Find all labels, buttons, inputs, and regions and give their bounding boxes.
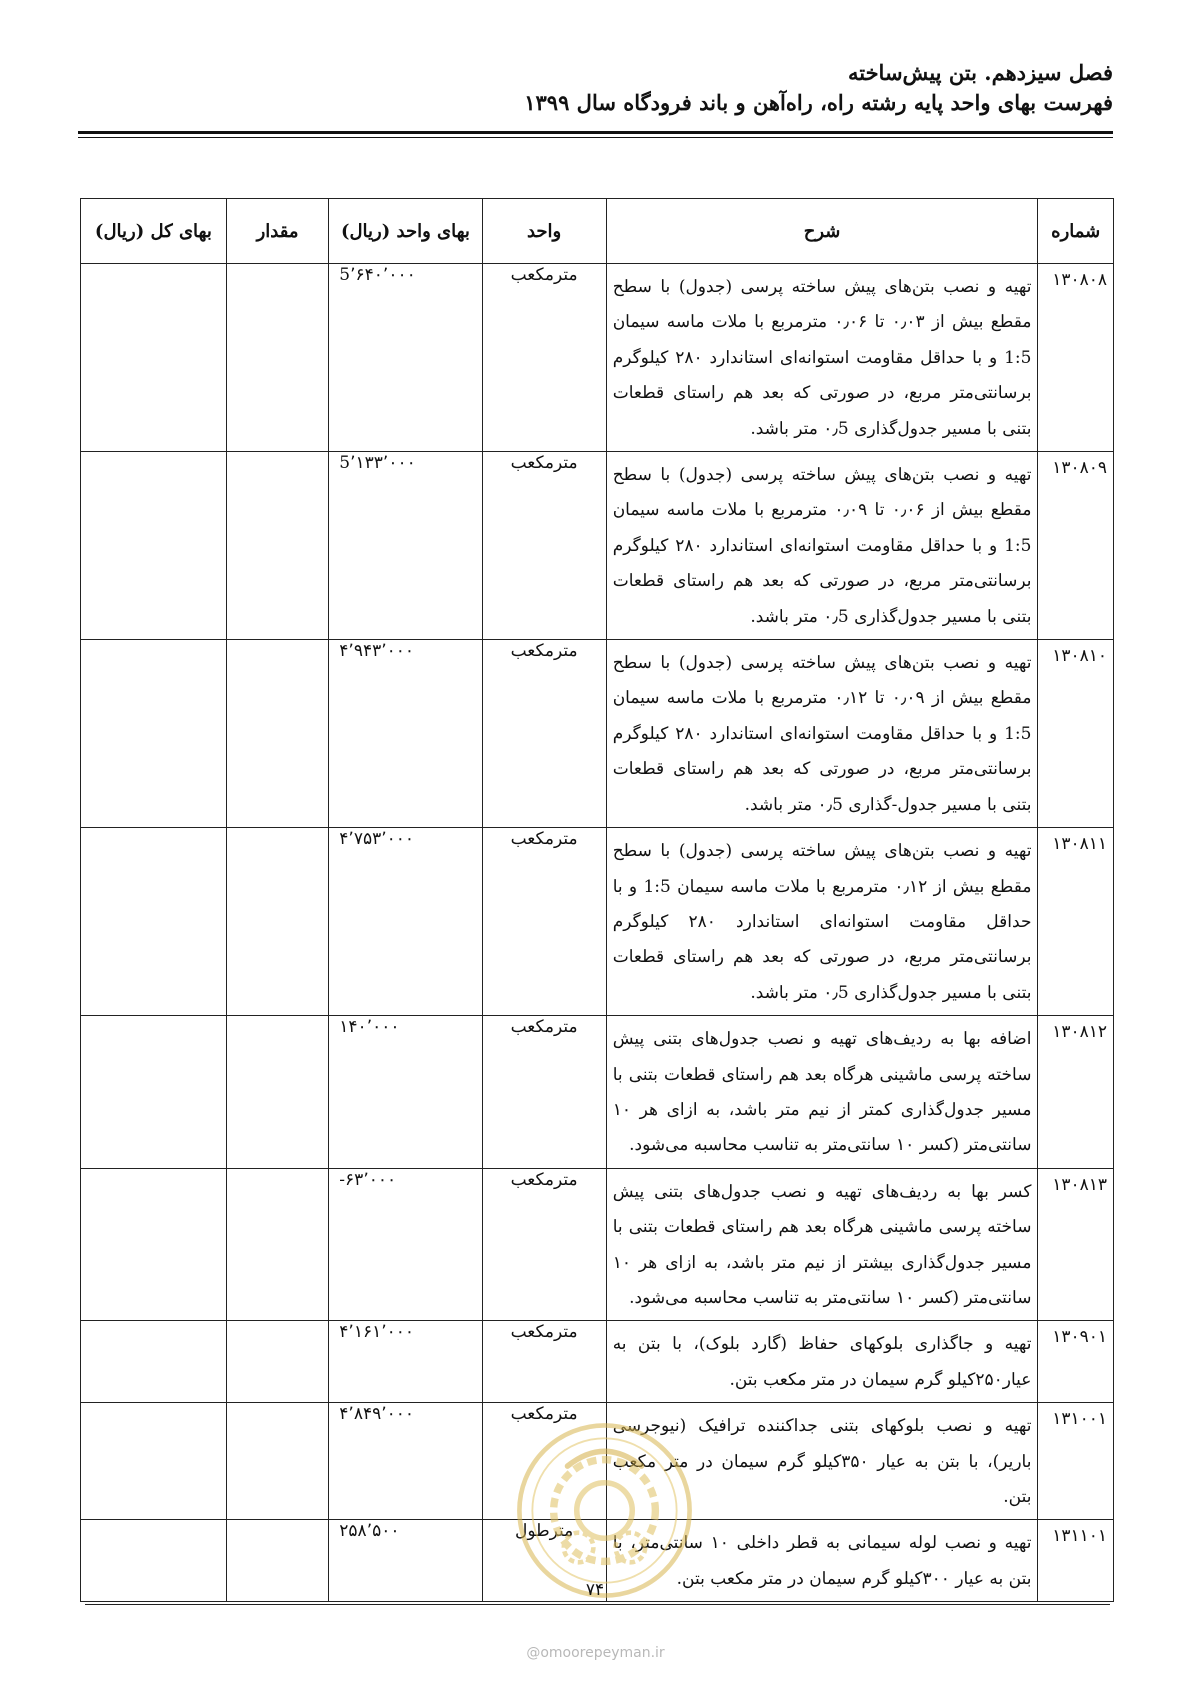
item-code: ۱۳۱۱۰۱ xyxy=(1038,1520,1114,1602)
item-unit-price: ۱۴۰٬۰۰۰ xyxy=(329,1016,482,1169)
item-unit: مترمکعب xyxy=(482,1016,606,1169)
item-total xyxy=(81,1403,227,1520)
item-total xyxy=(81,1520,227,1602)
seal-stamp-watermark xyxy=(512,1418,697,1603)
col-header-unit-price: بهای واحد (ریال) xyxy=(329,199,482,264)
table-row xyxy=(81,1016,1114,1169)
table-row xyxy=(81,640,1114,828)
item-qty xyxy=(226,1016,329,1169)
price-table xyxy=(80,198,1114,1602)
table-row xyxy=(81,1168,1114,1321)
col-header-qty: مقدار xyxy=(226,199,329,264)
item-total xyxy=(81,452,227,640)
item-unit: مترمکعب xyxy=(482,1168,606,1321)
item-qty xyxy=(226,1168,329,1321)
item-qty xyxy=(226,264,329,452)
item-unit-price: ۲۵۸٬۵۰۰ xyxy=(329,1520,482,1602)
item-unit-price: ۴٬۱۶۱٬۰۰۰ xyxy=(329,1321,482,1403)
item-code: ۱۳۱۰۰۱ xyxy=(1038,1403,1114,1520)
col-header-unit: واحد xyxy=(482,199,606,264)
item-qty xyxy=(226,640,329,828)
page-header xyxy=(78,58,1113,118)
item-unit: مترطول xyxy=(482,1520,606,1602)
item-unit-price: ۴٬۹۴۳٬۰۰۰ xyxy=(329,640,482,828)
item-description: تهیه و نصب لوله سیمانی به قطر داخلی ۱۰ سانتی‌متر، با بتن به عیار ۳۰۰کیلو گرم سیمان در متر مکعب بتن. xyxy=(606,1520,1038,1602)
page-number: ۷۴ xyxy=(585,1580,605,1600)
item-total xyxy=(81,640,227,828)
site-watermark: @omoorepeyman.ir xyxy=(526,1645,665,1661)
item-code: ۱۳۰۸۰۹ xyxy=(1038,452,1114,640)
item-unit-price: ۴٬۸۴۹٬۰۰۰ xyxy=(329,1403,482,1520)
item-qty xyxy=(226,1403,329,1520)
item-unit-price: -۶۳٬۰۰۰ xyxy=(329,1168,482,1321)
table-row xyxy=(81,264,1114,452)
item-description: کسر بها به ردیف‌های تهیه و نصب جدول‌های بتنی پیش ساخته پرسی ماشینی هرگاه بعد هم راستای قطعات بتنی با مسیر جدول‌گذاری بیشتر از نیم متر باشد، به ازای هر ۱۰ سانتی‌متر (کسر ۱۰ سانتی‌متر به تناسب محاسبه می‌شود. xyxy=(606,1168,1038,1321)
item-unit: مترمکعب xyxy=(482,828,606,1016)
item-unit: مترمکعب xyxy=(482,1321,606,1403)
header-rule-thin xyxy=(78,137,1113,138)
item-qty xyxy=(226,452,329,640)
item-qty xyxy=(226,1321,329,1403)
table-row xyxy=(81,828,1114,1016)
table-row xyxy=(81,1321,1114,1403)
item-total xyxy=(81,828,227,1016)
document-title: فهرست بهای واحد پایه رشته راه، راه‌آهن و باند فرودگاه سال ۱۳۹۹ xyxy=(524,90,1113,115)
item-description: تهیه و نصب بتن‌های پیش ساخته پرسی (جدول) با سطح مقطع بیش از ۰٫۰۶ تا ۰٫۰۹ مترمربع با ملات ماسه سیمان 1:5 و با حداقل مقاومت استوانه‌ای استاندارد ۲۸۰ کیلوگرم برسانتی‌متر مربع، در صورتی که بعد هم راستای قطعات بتنی با مسیر جدول‌گذاری ۰٫5 متر باشد. xyxy=(606,452,1038,640)
item-code: ۱۳۰۸۰۸ xyxy=(1038,264,1114,452)
col-header-total: بهای کل (ریال) xyxy=(81,199,227,264)
item-total xyxy=(81,264,227,452)
item-code: ۱۳۰۸۱۲ xyxy=(1038,1016,1114,1169)
item-description: تهیه و نصب بتن‌های پیش ساخته پرسی (جدول) با سطح مقطع بیش از ۰٫۰۳ تا ۰٫۰۶ مترمربع با ملات ماسه سیمان 1:5 و با حداقل مقاومت استوانه‌ای استاندارد ۲۸۰ کیلوگرم برسانتی‌متر مربع، در صورتی که بعد هم راستای قطعات بتنی با مسیر جدول‌گذاری ۰٫5 متر باشد. xyxy=(606,264,1038,452)
item-qty xyxy=(226,1520,329,1602)
item-code: ۱۳۰۹۰۱ xyxy=(1038,1321,1114,1403)
item-total xyxy=(81,1321,227,1403)
item-unit-price: 5٬۶۴۰٬۰۰۰ xyxy=(329,264,482,452)
table-header-row xyxy=(81,199,1114,264)
col-header-code: شماره xyxy=(1038,199,1114,264)
item-unit-price: 5٬۱۳۳٬۰۰۰ xyxy=(329,452,482,640)
item-unit-price: ۴٬۷۵۳٬۰۰۰ xyxy=(329,828,482,1016)
item-unit: مترمکعب xyxy=(482,264,606,452)
chapter-title: فصل سیزدهم. بتن پیش‌ساخته xyxy=(847,60,1113,85)
item-unit: مترمکعب xyxy=(482,452,606,640)
item-code: ۱۳۰۸۱۱ xyxy=(1038,828,1114,1016)
item-qty xyxy=(226,828,329,1016)
item-description: اضافه بها به ردیف‌های تهیه و نصب جدول‌های بتنی پیش ساخته پرسی ماشینی هرگاه بعد هم راستای قطعات بتنی با مسیر جدول‌گذاری کمتر از نیم متر باشد، به ازای هر ۱۰ سانتی‌متر (کسر ۱۰ سانتی‌متر به تناسب محاسبه می‌شود. xyxy=(606,1016,1038,1169)
item-code: ۱۳۰۸۱۳ xyxy=(1038,1168,1114,1321)
footer-rule xyxy=(85,1604,1110,1605)
item-unit: مترمکعب xyxy=(482,1403,606,1520)
item-code: ۱۳۰۸۱۰ xyxy=(1038,640,1114,828)
table-row xyxy=(81,452,1114,640)
item-unit: مترمکعب xyxy=(482,640,606,828)
item-total xyxy=(81,1016,227,1169)
item-description: تهیه و نصب بتن‌های پیش ساخته پرسی (جدول) با سطح مقطع بیش از ۰٫۱۲ مترمربع با ملات ماسه سیمان 1:5 و با حداقل مقاومت استوانه‌ای استاندارد ۲۸۰ کیلوگرم برسانتی‌متر مربع، در صورتی که بعد هم راستای قطعات بتنی با مسیر جدول‌گذاری ۰٫5 متر باشد. xyxy=(606,828,1038,1016)
col-header-desc: شرح xyxy=(606,199,1038,264)
item-description: تهیه و نصب بلوکهای بتنی جداکننده ترافیک (نیوجرسی باریر)، با بتن به عیار ۳۵۰کیلو گرم سیمان در متر مکعب بتن. xyxy=(606,1403,1038,1520)
item-description: تهیه و نصب بتن‌های پیش ساخته پرسی (جدول) با سطح مقطع بیش از ۰٫۰۹ تا ۰٫۱۲ مترمربع با ملات ماسه سیمان 1:5 و با حداقل مقاومت استوانه‌ای استاندارد ۲۸۰ کیلوگرم برسانتی‌متر مربع، در صورتی که بعد هم راستای قطعات بتنی با مسیر جدول-گذاری ۰٫5 متر باشد. xyxy=(606,640,1038,828)
item-total xyxy=(81,1168,227,1321)
item-description: تهیه و جاگذاری بلوکهای حفاظ (گارد بلوک)، با بتن به عیار۲۵۰کیلو گرم سیمان در متر مکعب بتن. xyxy=(606,1321,1038,1403)
header-rule xyxy=(78,131,1113,134)
